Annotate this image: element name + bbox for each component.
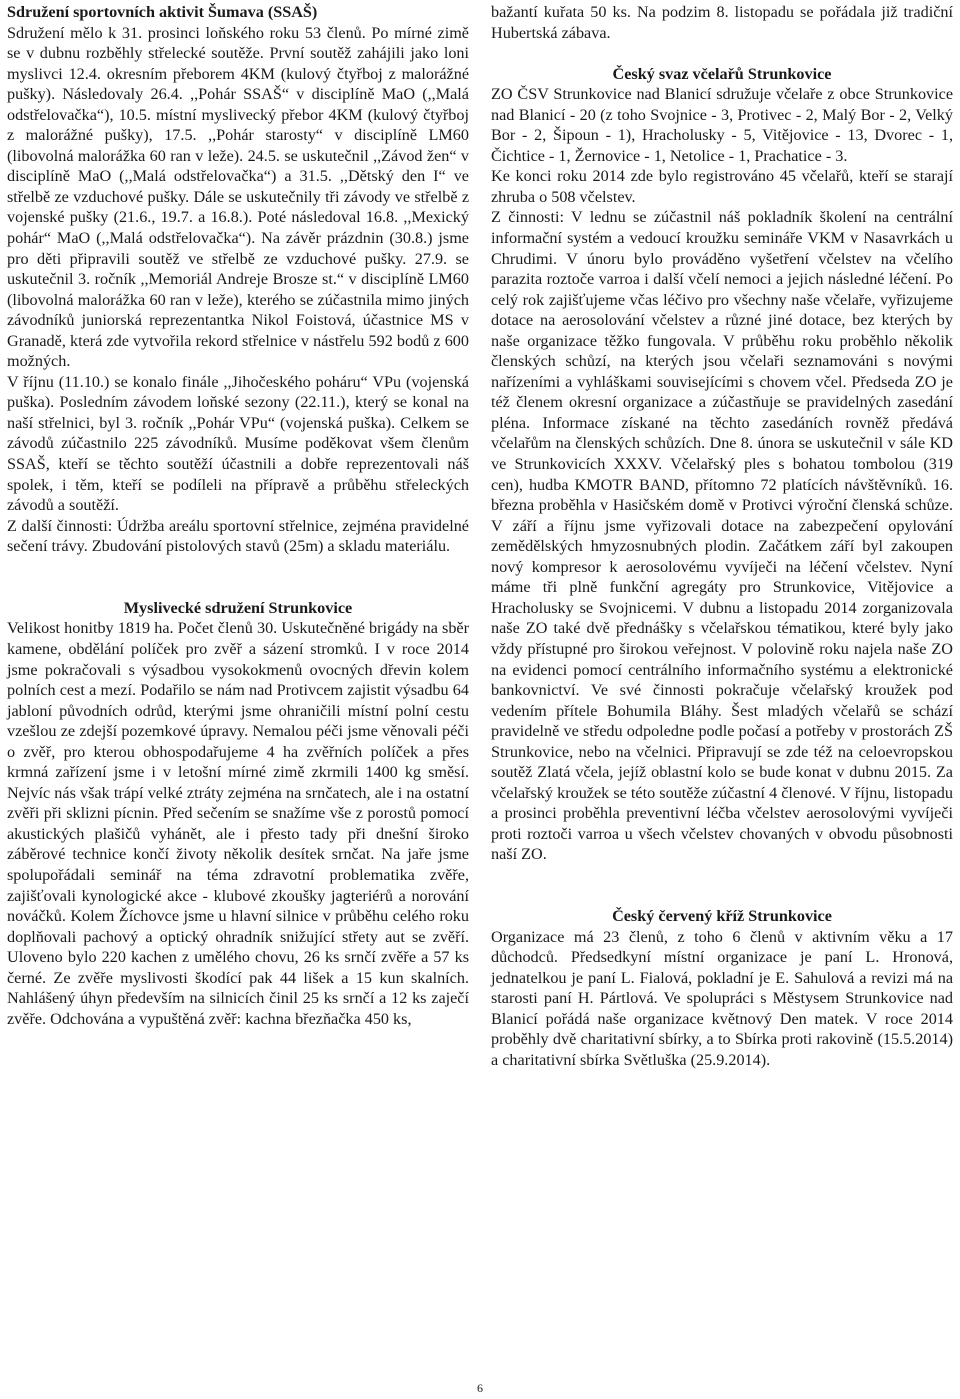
vcelari-paragraph-3: Z činnosti: V lednu se zúčastnil náš pokladník školení na centrální informační systém a vedoucí kroužku semináře VKM v Nasavrkách u Chrudimi. V únoru bylo prováděno vyšetření včelstev na včelího parazita roztoče varroa i další včelí nemoci a jejich následné léčení. Po celý rok zajišťujeme včas léčivo pro všechny naše včelaře, vyřizujeme dotace na aerosolování včelstev a různé jiné dotace, bez kterých by naše organizace těžko fungovala. V průběhu roku proběhlo několik členských schůzí, na kterých jsou včelaři seznamováni s novými nařízeními a vyhláškami souvisejícími s chovem včel. Předseda ZO je též členem okresní organizace a zúčastňuje se pravidelných zasedání pléna. Informace získané na těchto zasedáních rovněž předává včelařům na členských schůzích. Dne 8. února se uskutečnil v sále KD ve Strunkovicích XXXV. Včelařský ples s bohatou tombolou (319 cen), hudba KMOTR BAND, přítomno 72 platících návštěvníků. 16. března proběhla v Hasičském domě v Protivci výroční členská schůze. V září a říjnu jsme vyřizovali dotace na zabezpečení opylování zemědělských hmyzosnubných plodin. Začátkem září byl zakoupen nový kompresor k aerosolovému vyvíječi na léčení včelstev. Nyní máme tři plně funkční agregáty pro Strunkovice, Vitějovice a Hracholusky se Svojnicemi. V dubnu a listopadu 2014 zorganizovala naše ZO také dvě přednášky s včelařskou tématikou, které byly jako vždy přístupné pro širokou veřejnost. V polovině roku najela naše ZO na evidenci pomocí centrálního informačního systému a elektronické bankovnictví. Ve své činnosti pokračuje včelařský kroužek pod vedením přítele Bohumila Bláhy. Šest mladých včelařů se schází pravidelně ve středu odpoledne podle počasí a potřeby v prostorách ZŠ Strunkovice, nebo na včelnici. Připravují se zde též na celoevropskou soutěž Zlatá včela, jejíž oblastní kolo se bude konat v dubnu 2015. Za včelařský kroužek se této soutěže zúčastní 4 členové. V říjnu, listopadu a prosinci proběhla preventivní léčba včelstev aerosolovými vyvíječi proti roztoči varroa u všech včelstev chovaných v obvodu působnosti naší ZO. bbox=[491, 208, 953, 864]
section-spacer bbox=[7, 557, 469, 578]
section-spacer bbox=[491, 43, 953, 64]
myslivecke-paragraph-1: Velikost honitby 1819 ha. Počet členů 30. Uskutečněné brigády na sběr kamene, obdělání políček pro zvěř a sázení stromků. I v roce 2014 jsme pokračovali s výsadbou vysokokmenů ovocných dřevin kolem polních cest a mezí. Podařilo se nám nad Protivcem zajistit výsadbu 64 jabloní původních odrůd, kterými jsme ohraničili místní polní cestu vzešlou ze zdejší pozemkové úpravy. Nemalou péči jsme věnovali péči o zvěř, pro kterou obhospodařujeme 4 ha zvěřních políček a přes krmná zařízení jsme i v letošní mírné zimě zkrmili 1400 kg směsí. Nejvíc nás však trápí velké ztráty zejména na srnčatech, ale i na ostatní zvěři při sklizni pícnin. Před sečením se snažíme vše z porostů pomocí akustických plašičů vyhánět, ale i přesto tady při dnešní široko záběrové technice končí životy několik desítek srnčat. Na jaře jsme spolupořádali seminář na téma zdravotní problematika zvěře, zajišťovali kynologické akce - klubové zkoušky jagteriérů a norování nováčků. Kolem Žíchovce jsme u hlavní silnice v průběhu celého roku doplňovali pachový a optický ohradník snižující střety aut se zvěří. Uloveno bylo 220 kachen z umělého chovu, 26 ks srnčí zvěře a 57 ks černé. Ze zvěře myslivosti škodící pak 44 lišek a 15 kun skalních. Nahlášený úhyn především na silnicích činil 25 ks srnčí a 12 ks zaječí zvěře. Odchována a vypuštěná zvěř: kachna březňačka 450 ks, bbox=[7, 619, 469, 1028]
cerveny-kriz-paragraph-1: Organizace má 23 členů, z toho 6 členů v aktivním věku a 17 důchodců. Předsedkyní místní organizace je paní L. Hronová, jednatelkou je paní L. Fialová, pokladní je E. Sahulová a revizi má na starosti paní H. Pártlová. Ve spolupráci s Městysem Strunkovice nad Blanicí pořádá naše organizace květnový Den matek. V roce 2014 proběhly dvě charitativní sbírky, a to Sbírka proti rakovině (15.5.2014) a charitativní sbírka Světluška (25.9.2014). bbox=[491, 927, 953, 1069]
ssas-paragraph-1: Sdružení mělo k 31. prosinci loňského roku 53 členů. Po mírné zimě se v dubnu rozběhly střelecké soutěže. První soutěž zahájili jako loni myslivci 12.4. okresním přeborem 4KM (kulový čtyřboj z malorážné pušky). Následovaly 26.4. ,,Pohár SSAŠ“ v disciplíně MaO (,,Malá odstřelovačka“), 10.5. místní myslivecký přebor 4KM (kulový čtyřboj z malorážné pušky), 17.5. ,,Pohár starosty“ v disciplíně LM60 (libovolná malorážka 60 ran v leže). 24.5. se uskutečnil ,,Závod žen“ v disciplíně MaO (,,Malá odstřelovačka“) a 31.5. ,,Dětský den I“ ve střelbě ze vzduchové pušky. Dále se uskutečnily tři závody ve střelbě z vojenské pušky (21.6., 19.7. a 16.8.). Poté následoval 16.8. ,,Mexický pohár“ MaO (,,Malá odstřelovačka“). Na závěr prázdnin (30.8.) jsme pro děti připravili soutěž ve střelbě ze vzduchové pušky. 27.9. se uskutečnil 3. ročník ,,Memoriál Andreje Brosze st.“ v disciplíně LM60 (libovolná malorážka 60 ran v leže), kterého se zúčastnila mimo jiných závodníků juniorská reprezentantka Nikol Foistová, účastnice MS v Granadě, která zde vytvořila rekord střelnice v nástřelu 592 bodů z 600 možných. bbox=[7, 23, 469, 371]
myslivecke-paragraph-continued: bažantí kuřata 50 ks. Na podzim 8. listopadu se pořádala již tradiční Hubertská zábava. bbox=[491, 3, 953, 42]
vcelari-paragraph-1: ZO ČSV Strunkovice nad Blanicí sdružuje včelaře z obce Strunkovice nad Blanicí - 20 (z toho Svojnice - 3, Protivec - 2, Malý Bor - 2, Velký Bor - 2, Šipoun - 1), Hracholusky - 5, Vitějovice - 13, Dvorec - 1, Čichtice - 1, Žernovice - 1, Netolice - 1, Prachatice - 3. bbox=[491, 85, 953, 165]
section-heading-cerveny-kriz: Český červený kříž Strunkovice bbox=[612, 907, 832, 926]
section-spacer bbox=[491, 886, 953, 907]
right-column bbox=[491, 2, 953, 1070]
ssas-paragraph-3: Z další činnosti: Údržba areálu sportovní střelnice, zejména pravidelné sečení trávy. Zbudování pistolových stavů (25m) a skladu materiálu. bbox=[7, 516, 469, 556]
section-heading-vcelari: Český svaz včelařů Strunkovice bbox=[612, 64, 832, 83]
page-number: 6 bbox=[477, 1381, 483, 1395]
vcelari-paragraph-2: Ke konci roku 2014 zde bylo registrováno 45 včelařů, kteří se starají zhruba o 508 včelstev. bbox=[491, 167, 953, 206]
section-spacer bbox=[7, 577, 469, 598]
section-heading-ssas: Sdružení sportovních aktivit Šumava (SSAŠ) bbox=[7, 3, 318, 21]
left-column bbox=[7, 2, 469, 1029]
section-heading-myslivecke: Myslivecké sdružení Strunkovice bbox=[123, 598, 353, 617]
ssas-paragraph-2: V říjnu (11.10.) se konalo finále ,,Jihočeského poháru“ VPu (vojenská puška). Posledním závodem loňské sezony (22.11.), který se konal na naší střelnici, byl 3. ročník ,,Pohár VPu“ (vojenská puška). Celkem se závodů zúčastnilo 225 závodníků. Musíme poděkovat všem členům SSAŠ, kteří se těchto soutěží účastnili a dobře reprezentovali náš spolek, i těm, kteří se podíleli na přípravě a průběhu střeleckých závodů a soutěží. bbox=[7, 372, 469, 515]
section-spacer bbox=[491, 865, 953, 886]
